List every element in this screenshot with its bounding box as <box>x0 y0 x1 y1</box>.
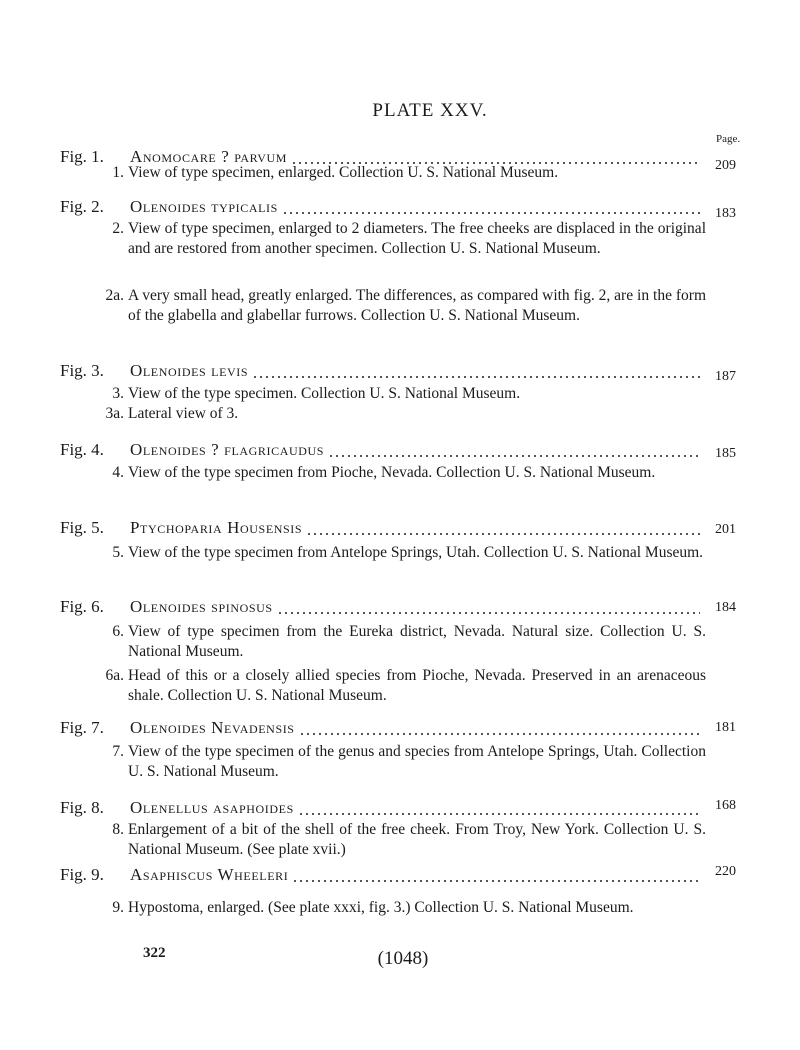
figure-label: Fig. 2. <box>60 197 104 216</box>
description-number: 5. <box>112 544 124 561</box>
page-reference: 209 <box>715 158 736 173</box>
figure-label: Fig. 8. <box>60 798 104 817</box>
species-name: Olenoides ? flagricaudus <box>130 440 325 459</box>
figure-description <box>100 742 706 782</box>
page-reference: 168 <box>715 798 736 813</box>
figure-description <box>100 286 706 326</box>
description-number: 6a. <box>105 667 124 684</box>
species-name: Ptychoparia Housensis <box>130 518 303 537</box>
description-text: A very small head, greatly enlarged. The differences, as compared with fig. 2, are in the form of the glabella and glabellar furrows. Collection U. S. National Museum. <box>128 287 706 324</box>
description-text: View of the type specimen from Antelope Springs, Utah. Collection U. S. National Museum. <box>128 544 704 561</box>
dot-leader <box>277 612 700 614</box>
description-text: View of the type specimen of the genus and species from Antelope Springs, Utah. Collection U. S. National Museum. <box>128 743 706 780</box>
dot-leader <box>252 376 700 378</box>
figure-description <box>100 666 706 706</box>
description-number: 2a. <box>105 287 124 304</box>
page-reference: 185 <box>715 446 736 461</box>
figure-heading <box>60 361 700 383</box>
page-column-heading: Page. <box>716 133 741 145</box>
page-reference: 201 <box>715 522 736 537</box>
figure-description <box>100 163 706 183</box>
description-text: Lateral view of 3. <box>128 405 239 422</box>
description-text: Head of this or a closely allied species from Pioche, Nevada. Preserved in an arenaceous shale. Collection U. S. National Museum. <box>128 667 706 704</box>
figure-description <box>100 404 706 424</box>
figure-description <box>100 898 706 918</box>
page-reference: 183 <box>715 206 736 221</box>
dot-leader <box>328 455 700 457</box>
page-reference: 220 <box>715 864 736 879</box>
page-reference: 184 <box>715 600 736 615</box>
figure-label: Fig. 7. <box>60 718 104 737</box>
figure-description <box>100 543 706 563</box>
figure-label: Fig. 5. <box>60 518 104 537</box>
description-number: 9. <box>112 899 124 916</box>
dot-leader <box>292 880 700 882</box>
description-text: View of type specimen, enlarged. Collection U. S. National Museum. <box>128 164 559 181</box>
page-reference: 181 <box>715 720 736 735</box>
figure-description <box>100 622 706 662</box>
plate-title: PLATE XXV. <box>372 100 488 121</box>
figure-heading <box>60 865 700 887</box>
description-text: View of type specimen from the Eureka district, Nevada. Natural size. Collection U. S. National Museum. <box>128 623 706 660</box>
description-number: 4. <box>112 464 124 481</box>
species-name: Olenoides Nevadensis <box>130 718 295 737</box>
dot-leader <box>282 212 700 214</box>
figure-label: Fig. 1. <box>60 147 104 166</box>
dot-leader <box>306 533 700 535</box>
figure-label: Fig. 4. <box>60 440 104 459</box>
description-number: 3a. <box>105 405 124 422</box>
figure-heading <box>60 440 700 462</box>
description-text: View of the type specimen. Collection U. S. National Museum. <box>128 385 521 402</box>
description-text: View of type specimen, enlarged to 2 diameters. The free cheeks are displaced in the original and are restored from another specimen. Collection U. S. National Museum. <box>128 220 706 257</box>
description-number: 2. <box>112 220 124 237</box>
description-text: Hypostoma, enlarged. (See plate xxxi, fig. 3.) Collection U. S. National Museum. <box>128 899 634 916</box>
species-name: Olenoides spinosus <box>130 597 273 616</box>
species-name: Anomocare ? parvum <box>130 147 288 166</box>
figure-heading <box>60 197 700 219</box>
document-number: (1048) <box>377 948 429 969</box>
description-number: 1. <box>112 164 124 181</box>
figure-heading <box>60 798 700 820</box>
species-name: Olenoides levis <box>130 361 249 380</box>
figure-heading <box>60 597 700 619</box>
figure-description <box>100 384 706 404</box>
figure-description <box>100 820 706 860</box>
species-name: Asaphiscus Wheeleri <box>130 865 289 884</box>
page-number: 322 <box>143 945 166 961</box>
species-name: Olenoides typicalis <box>130 197 278 216</box>
figure-label: Fig. 9. <box>60 865 104 884</box>
species-name: Olenellus asaphoides <box>130 798 294 817</box>
description-text: View of the type specimen from Pioche, Nevada. Collection U. S. National Museum. <box>128 464 656 481</box>
figure-description <box>100 463 706 483</box>
figure-description <box>100 219 706 259</box>
page-reference: 187 <box>715 369 736 384</box>
dot-leader <box>299 733 700 735</box>
dot-leader <box>298 813 700 815</box>
figure-label: Fig. 6. <box>60 597 104 616</box>
description-number: 8. <box>112 821 124 838</box>
figure-heading <box>60 718 700 740</box>
description-number: 3. <box>112 385 124 402</box>
figure-label: Fig. 3. <box>60 361 104 380</box>
description-number: 6. <box>112 623 124 640</box>
description-text: Enlargement of a bit of the shell of the free cheek. From Troy, New York. Collection U. S. National Museum. (See plate xvii.) <box>128 821 706 858</box>
figure-heading <box>60 518 700 540</box>
description-number: 7. <box>112 743 124 760</box>
